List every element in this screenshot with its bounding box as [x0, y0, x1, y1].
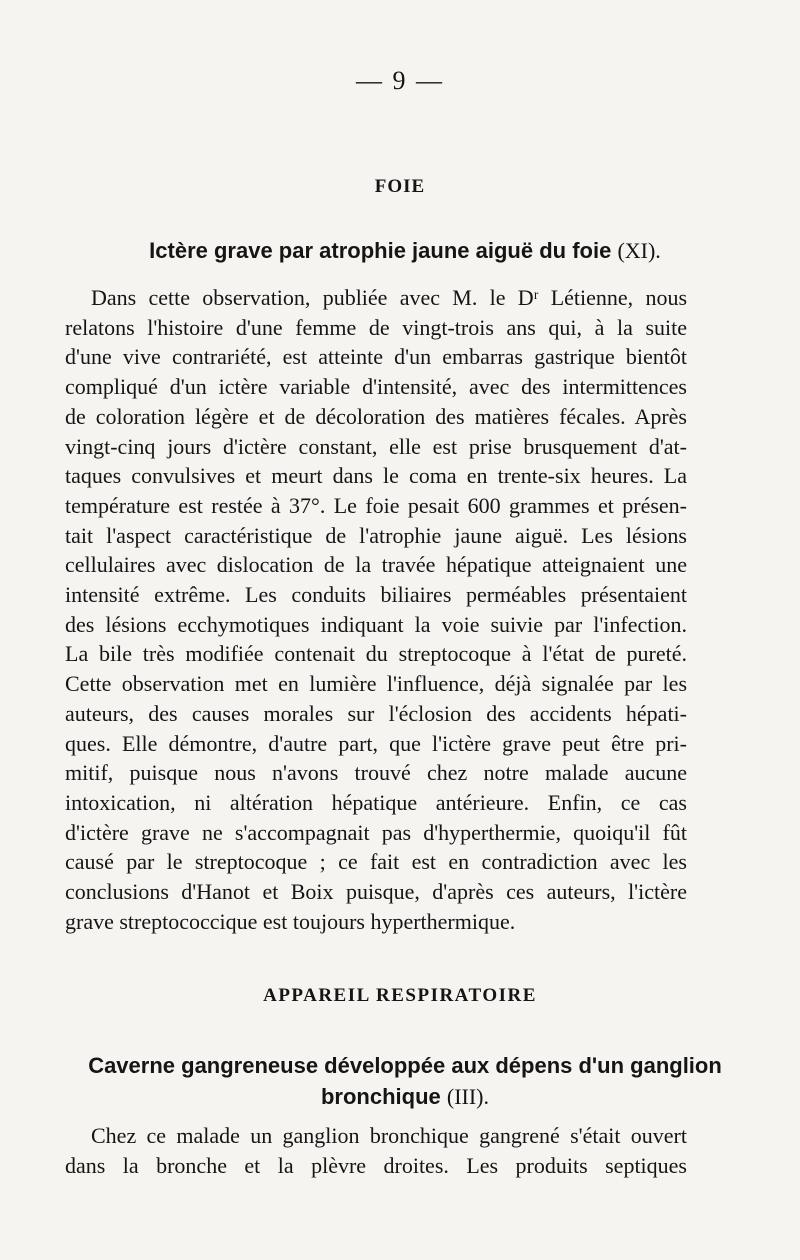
text-line: ques. Elle démontre, d'autre part, que l'ictère grave peut être pri-: [65, 730, 687, 756]
text-line: de coloration légère et de décoloration des matières fécales. Après: [65, 403, 687, 429]
text-line: compliqué d'un ictère variable d'intensité, avec des intermittences: [65, 374, 687, 400]
subheading-ictere-grave: [60, 235, 750, 266]
section-title-appareil-respiratoire: APPAREIL RESPIRATOIRE: [263, 985, 537, 1006]
subheading-text: Ictère grave par atrophie jaune aiguë du foie: [149, 238, 612, 263]
text-line: taques convulsives et meurt dans le coma en trente-six heures. La: [65, 463, 687, 489]
page-number: — 9 —: [356, 66, 444, 95]
subheading-ref: (XI).: [617, 238, 661, 263]
text-line: vingt-cinq jours d'ictère constant, elle est prise brusquement d'at-: [65, 433, 687, 459]
paragraph-respiratoire: [65, 1121, 687, 1180]
text-line: auteurs, des causes morales sur l'éclosion des accidents hépati-: [65, 700, 687, 726]
text-line: d'ictère grave ne s'accompagnait pas d'hyperthermie, quoiqu'il fût: [65, 819, 687, 845]
section-title-foie: FOIE: [374, 176, 426, 197]
text-line: Dans cette observation, publiée avec M. le Dʳ Létienne, nous: [91, 285, 687, 310]
text-line: conclusions d'Hanot et Boix puisque, d'après ces auteurs, l'ictère: [65, 879, 687, 905]
text-line: grave streptococcique est toujours hyperthermique.: [65, 908, 516, 934]
text-line: Chez ce malade un ganglion bronchique gangrené s'était ouvert: [91, 1123, 687, 1148]
text-line: température est restée à 37°. Le foie pesait 600 grammes et présen-: [65, 492, 687, 518]
text-line: dans la bronche et la plèvre droites. Les produits septiques: [65, 1152, 687, 1178]
subheading-caverne-gangreneuse: [60, 1050, 750, 1112]
subheading-text: Caverne gangreneuse développée aux dépens d'un ganglion bronchique: [88, 1053, 722, 1109]
text-line: des lésions ecchymotiques indiquant la voie suivie par l'infection.: [65, 611, 687, 637]
text-line: relatons l'histoire d'une femme de vingt-trois ans qui, à la suite: [65, 314, 687, 340]
subheading-ref: (III).: [446, 1084, 490, 1109]
text-line: cellulaires avec dislocation de la travée hépatique atteignaient une: [65, 552, 687, 578]
text-line: tait l'aspect caractéristique de l'atrophie jaune aiguë. Les lésions: [65, 522, 687, 548]
text-line: Cette observation met en lumière l'influence, déjà signalée par les: [65, 671, 687, 697]
paragraph-foie: [65, 283, 687, 936]
text-line: La bile très modifiée contenait du streptocoque à l'état de pureté.: [65, 641, 687, 667]
text-line: intoxication, ni altération hépatique antérieure. Enfin, ce cas: [65, 789, 687, 815]
text-line: intensité extrême. Les conduits biliaires perméables présentaient: [65, 582, 687, 608]
text-line: causé par le streptocoque ; ce fait est en contradiction avec les: [65, 849, 687, 875]
text-line: mitif, puisque nous n'avons trouvé chez notre malade aucune: [65, 760, 687, 786]
text-line: d'une vive contrariété, est atteinte d'un embarras gastrique bientôt: [65, 344, 687, 370]
